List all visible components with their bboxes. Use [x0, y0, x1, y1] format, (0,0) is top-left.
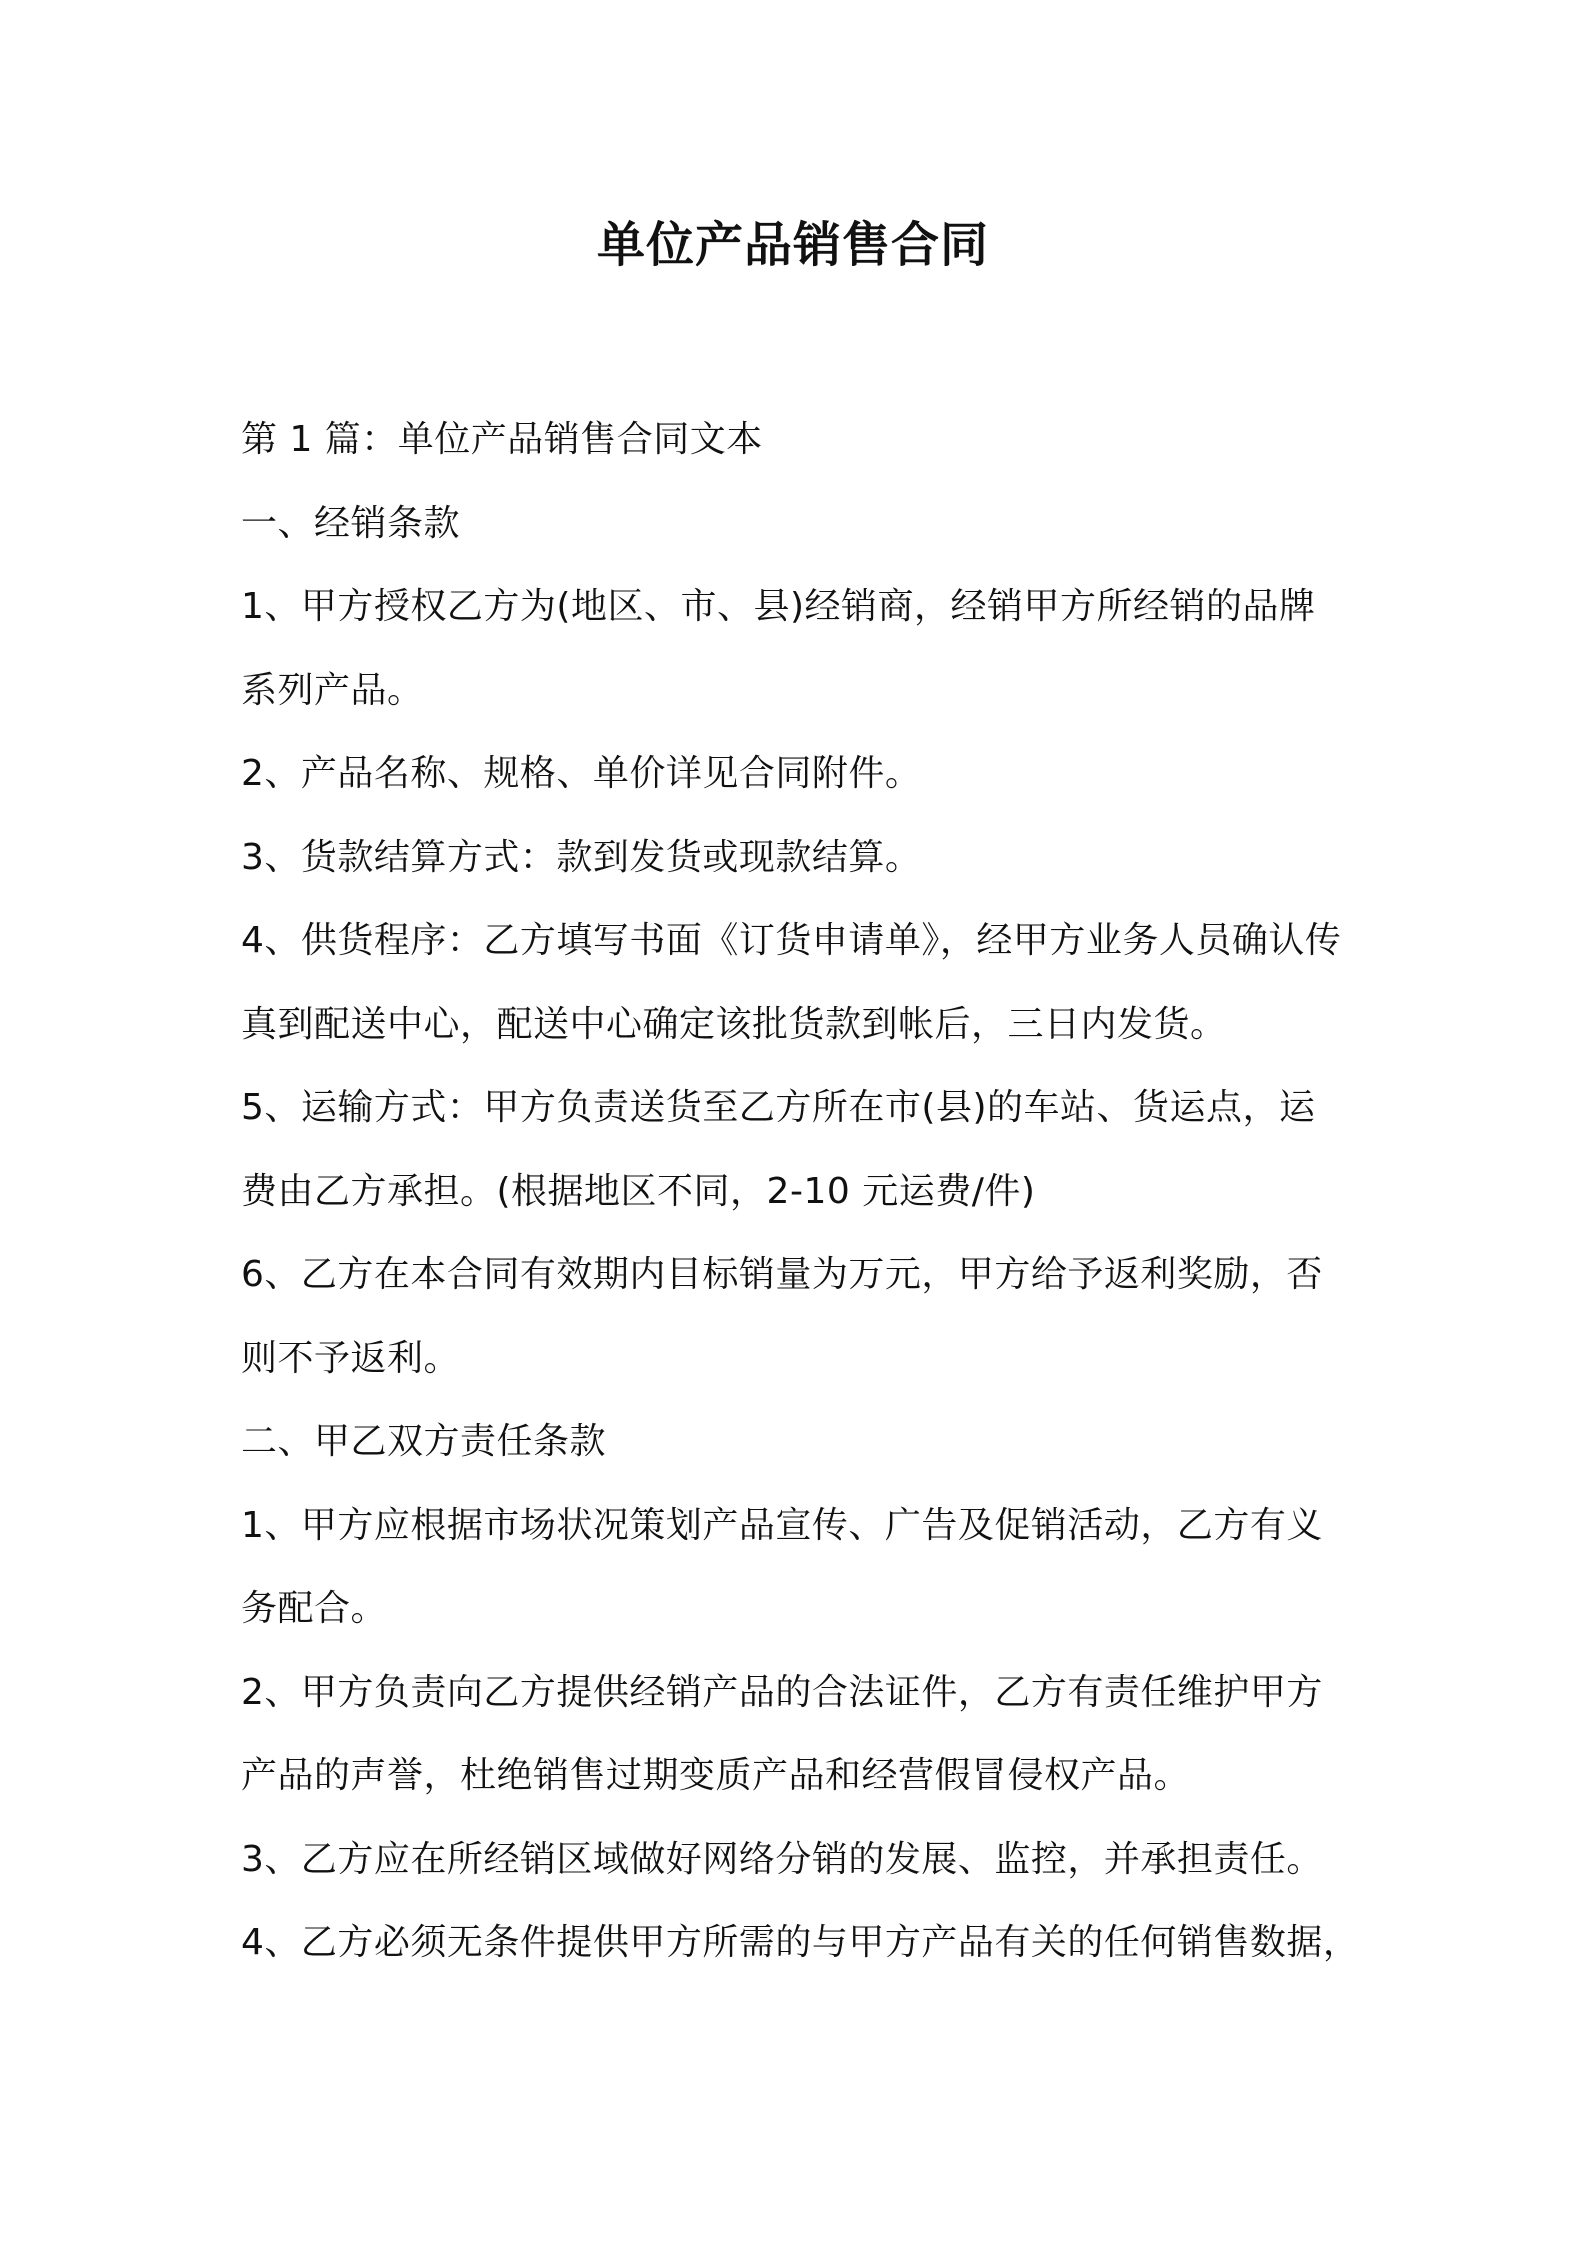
paragraph-line: 2、甲方负责向乙方提供经销产品的合法证件，乙方有责任维护甲方 — [241, 1671, 1323, 1713]
paragraph-line: 1、甲方应根据市场状况策划产品宣传、广告及促销活动，乙方有义 — [241, 1504, 1323, 1546]
paragraph-line: 3、乙方应在所经销区域做好网络分销的发展、监控，并承担责任。 — [241, 1838, 1323, 1880]
paragraph-line: 1、甲方授权乙方为(地区、市、县)经销商，经销甲方所经销的品牌 — [241, 586, 1316, 627]
section-heading-responsibilities: 二、甲乙双方责任条款 — [241, 1421, 607, 1462]
paragraph-line: 3、货款结算方式：款到发货或现款结算。 — [241, 836, 922, 878]
paragraph-line: 系列产品。 — [241, 669, 424, 711]
paragraph-line: 产品的声誉，杜绝销售过期变质产品和经营假冒侵权产品。 — [241, 1755, 1191, 1796]
section-heading-chapter: 第 1 篇：单位产品销售合同文本 — [241, 419, 763, 460]
paragraph-line: 6、乙方在本合同有效期内目标销量为万元，甲方给予返利奖励，否 — [241, 1254, 1323, 1295]
paragraph-line: 5、运输方式：甲方负责送货至乙方所在市(县)的车站、货运点，运 — [241, 1087, 1316, 1128]
paragraph-line: 2、产品名称、规格、单价详见合同附件。 — [241, 753, 922, 794]
section-heading-distribution-terms: 一、经销条款 — [241, 502, 461, 544]
document-body — [241, 398, 1361, 1985]
paragraph-line: 务配合。 — [241, 1588, 388, 1629]
paragraph-line: 真到配送中心，配送中心确定该批货款到帐后，三日内发货。 — [241, 1003, 1227, 1045]
paragraph-line: 4、乙方必须无条件提供甲方所需的与甲方产品有关的任何销售数据， — [241, 1922, 1360, 1963]
paragraph-line: 则不予返利。 — [241, 1337, 461, 1379]
paragraph-line: 费由乙方承担。(根据地区不同，2-10 元运费/件) — [241, 1170, 1036, 1212]
document-title: 单位产品销售合同 — [596, 217, 989, 273]
paragraph-line: 4、供货程序：乙方填写书面《订货申请单》，经甲方业务人员确认传 — [241, 920, 1342, 961]
